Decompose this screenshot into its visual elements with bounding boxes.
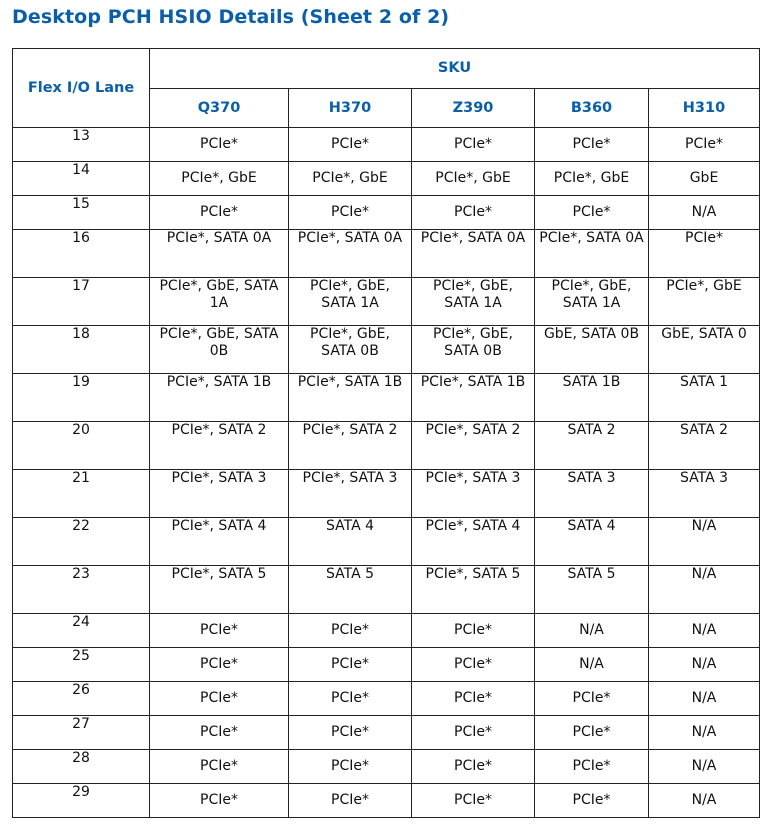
sku-column-header: Z390 [412,89,535,128]
table-cell: N/A [649,614,760,648]
table-row [13,162,760,196]
table-cell: PCIe* [649,230,760,278]
table-cell: PCIe*, SATA 0A [412,230,535,278]
table-cell: PCIe* [289,784,412,818]
table-cell: PCIe*, GbE, SATA 0B [289,326,412,374]
table-cell: PCIe*, GbE [150,162,289,196]
lane-number: 28 [13,750,150,784]
lane-number: 26 [13,682,150,716]
table-cell: SATA 3 [535,470,649,518]
lane-number: 27 [13,716,150,750]
table-cell: PCIe*, SATA 4 [150,518,289,566]
table-cell: SATA 5 [535,566,649,614]
table-row [13,422,760,470]
table-cell: SATA 1 [649,374,760,422]
hsio-table [12,48,760,818]
table-row [13,230,760,278]
sku-column-header: B360 [535,89,649,128]
table-cell: PCIe*, GbE [412,162,535,196]
table-cell: PCIe*, SATA 1B [412,374,535,422]
table-cell: PCIe*, SATA 1B [150,374,289,422]
lane-number: 18 [13,326,150,374]
table-row [13,374,760,422]
table-cell: PCIe* [289,196,412,230]
table-cell: PCIe* [535,750,649,784]
table-cell: PCIe*, SATA 5 [150,566,289,614]
table-cell: PCIe*, SATA 2 [412,422,535,470]
table-cell: PCIe* [150,614,289,648]
table-row [13,716,760,750]
sku-column-header: H310 [649,89,760,128]
table-cell: SATA 3 [649,470,760,518]
table-cell: PCIe* [289,716,412,750]
table-cell: PCIe* [412,128,535,162]
page-title: Desktop PCH HSIO Details (Sheet 2 of 2) [12,6,450,28]
table-cell: PCIe*, SATA 3 [150,470,289,518]
lane-column-header: Flex I/O Lane [13,49,150,128]
table-row [13,128,760,162]
table-row [13,614,760,648]
lane-number: 13 [13,128,150,162]
table-cell: PCIe* [289,682,412,716]
lane-number: 23 [13,566,150,614]
table-cell: PCIe*, SATA 5 [412,566,535,614]
lane-number: 29 [13,784,150,818]
table-cell: PCIe* [150,682,289,716]
lane-number: 20 [13,422,150,470]
table-cell: PCIe* [535,128,649,162]
table-cell: PCIe*, GbE, SATA 1A [535,278,649,326]
table-cell: PCIe* [289,648,412,682]
table-cell: PCIe* [412,648,535,682]
table-cell: PCIe*, SATA 3 [412,470,535,518]
table-cell: PCIe*, GbE, SATA 0B [412,326,535,374]
lane-number: 14 [13,162,150,196]
table-row [13,566,760,614]
table-cell: PCIe*, SATA 2 [289,422,412,470]
table-row [13,278,760,326]
table-cell: PCIe* [535,196,649,230]
table-cell: PCIe* [289,750,412,784]
table-cell: PCIe* [412,750,535,784]
table-cell: PCIe* [412,614,535,648]
sku-group-header: SKU [150,49,760,89]
table-cell: PCIe*, SATA 4 [412,518,535,566]
table-cell: PCIe*, GbE, SATA 0B [150,326,289,374]
lane-number: 22 [13,518,150,566]
table-row [13,326,760,374]
table-cell: PCIe* [150,716,289,750]
lane-number: 24 [13,614,150,648]
table-cell: PCIe* [412,716,535,750]
table-row [13,682,760,716]
lane-number: 15 [13,196,150,230]
table-cell: PCIe* [289,128,412,162]
table-cell: PCIe* [535,784,649,818]
table-cell: PCIe*, GbE, SATA 1A [289,278,412,326]
table-cell: SATA 2 [649,422,760,470]
table-cell: PCIe* [412,196,535,230]
lane-number: 19 [13,374,150,422]
table-cell: N/A [649,648,760,682]
table-row [13,518,760,566]
lane-number: 21 [13,470,150,518]
table-cell: PCIe*, SATA 1B [289,374,412,422]
table-cell: SATA 5 [289,566,412,614]
table-cell: PCIe*, GbE [289,162,412,196]
table-row [13,196,760,230]
table-cell: PCIe* [289,614,412,648]
table-cell: N/A [535,614,649,648]
table-cell: PCIe*, GbE [649,278,760,326]
table-cell: PCIe*, GbE, SATA 1A [150,278,289,326]
table-cell: PCIe*, GbE [535,162,649,196]
table-row [13,750,760,784]
table-cell: PCIe* [150,128,289,162]
table-cell: PCIe*, SATA 0A [150,230,289,278]
table-cell: PCIe*, SATA 0A [289,230,412,278]
table-cell: N/A [649,518,760,566]
table-cell: SATA 2 [535,422,649,470]
table-cell: N/A [649,196,760,230]
table-cell: N/A [649,566,760,614]
lane-number: 16 [13,230,150,278]
lane-number: 25 [13,648,150,682]
table-row [13,470,760,518]
table-cell: N/A [649,750,760,784]
table-cell: PCIe* [535,682,649,716]
table-cell: PCIe* [649,128,760,162]
sku-column-header: Q370 [150,89,289,128]
table-cell: SATA 4 [289,518,412,566]
table-cell: PCIe*, SATA 3 [289,470,412,518]
table-cell: PCIe*, SATA 2 [150,422,289,470]
table-cell: PCIe* [150,750,289,784]
table-cell: GbE [649,162,760,196]
table-cell: N/A [649,716,760,750]
table-cell: N/A [535,648,649,682]
sku-column-header: H370 [289,89,412,128]
table-cell: GbE, SATA 0 [649,326,760,374]
table-cell: N/A [649,682,760,716]
table-cell: PCIe* [535,716,649,750]
table-cell: SATA 1B [535,374,649,422]
table-row [13,784,760,818]
table-cell: PCIe* [150,196,289,230]
table-row [13,648,760,682]
header-row [13,49,760,89]
table-cell: PCIe*, SATA 0A [535,230,649,278]
table-cell: N/A [649,784,760,818]
table-cell: SATA 4 [535,518,649,566]
table-cell: GbE, SATA 0B [535,326,649,374]
table-cell: PCIe*, GbE, SATA 1A [412,278,535,326]
table-cell: PCIe* [412,784,535,818]
table-cell: PCIe* [412,682,535,716]
table-cell: PCIe* [150,784,289,818]
lane-number: 17 [13,278,150,326]
table-cell: PCIe* [150,648,289,682]
